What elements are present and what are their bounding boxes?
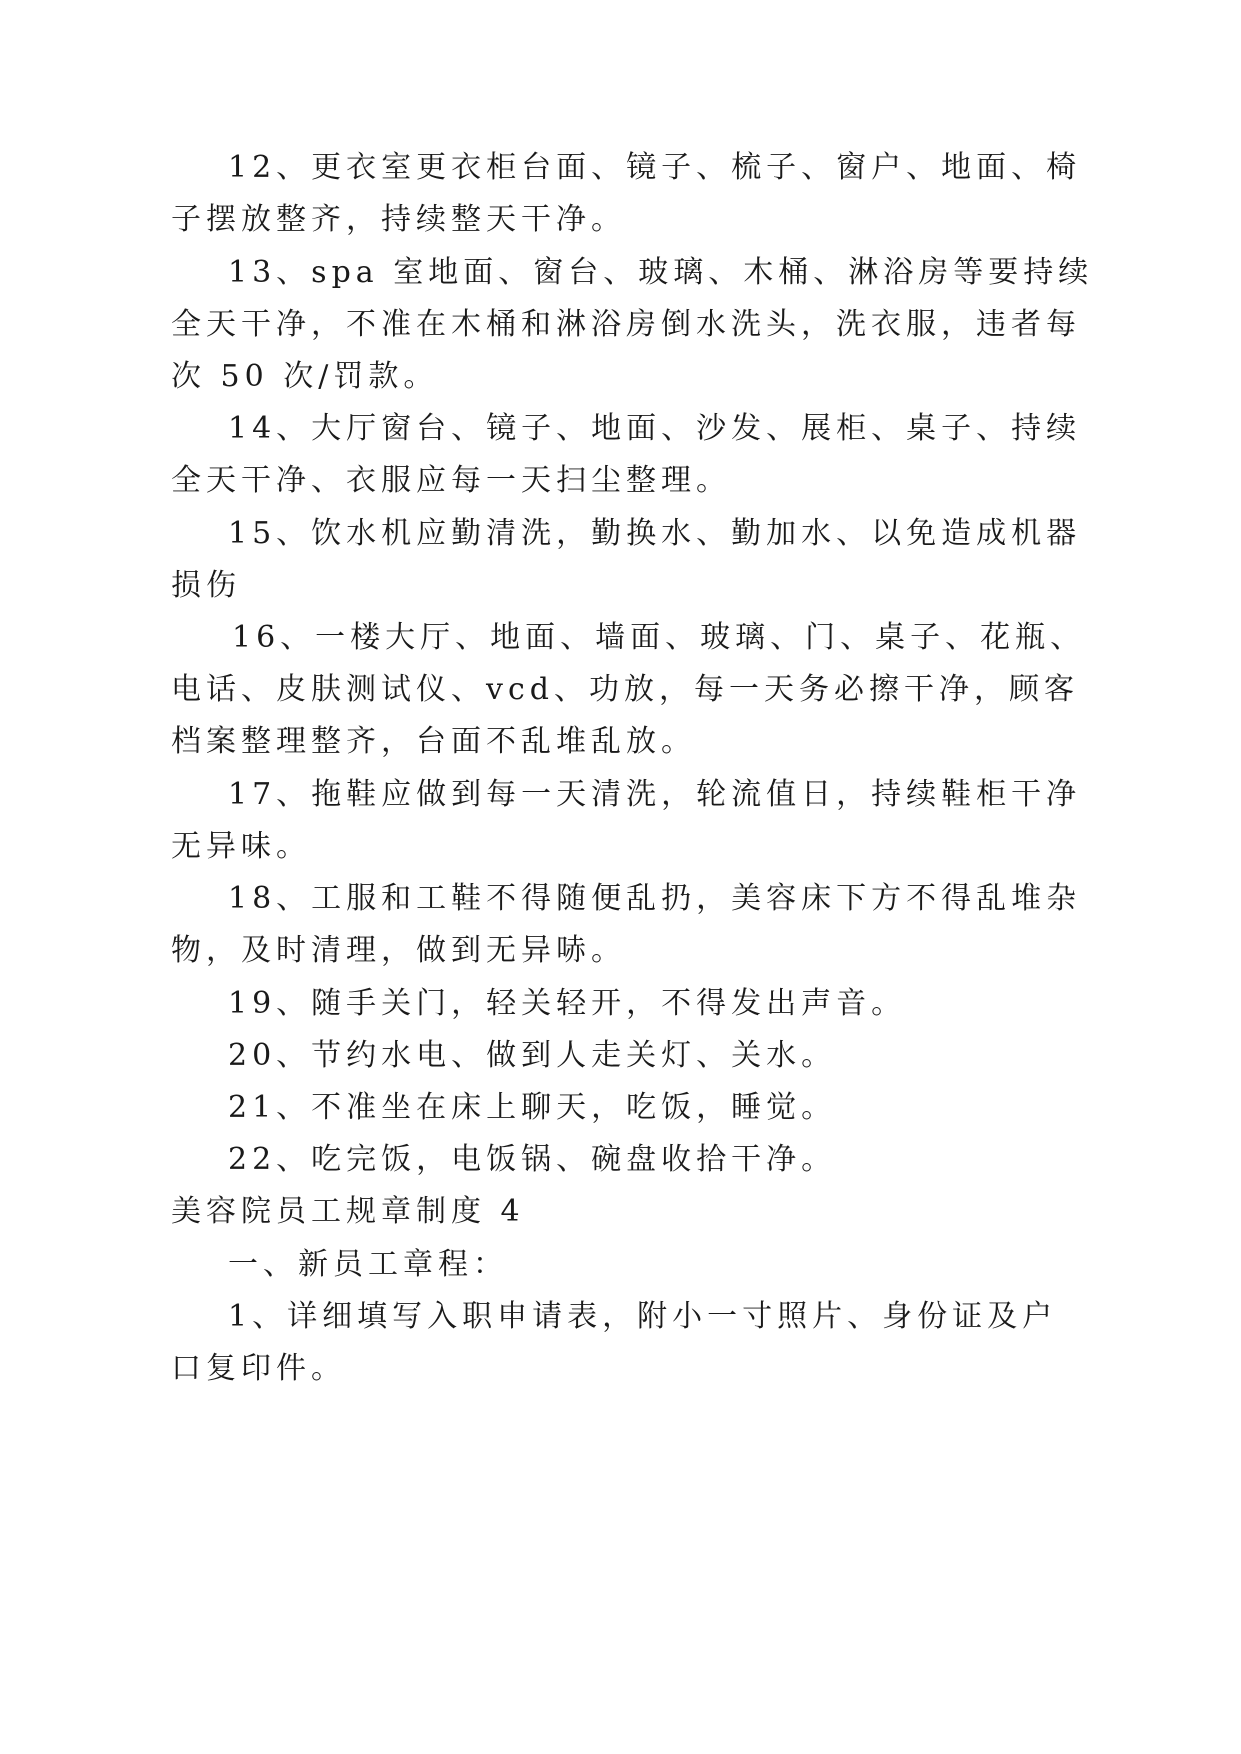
text-line: 15、饮水机应勤清洗，勤换水、勤加水、以免造成机器 — [228, 516, 1082, 551]
text-line: 17、拖鞋应做到每一天清洗，轮流值日，持续鞋柜干净 — [228, 777, 1082, 812]
text-line: 18、工服和工鞋不得随便乱扔，美容床下方不得乱堆杂 — [228, 881, 1082, 916]
text-line: 档案整理整齐，台面不乱堆乱放。 — [171, 724, 696, 759]
text-line: 损伤 — [171, 568, 241, 603]
text-line: 无异味。 — [171, 829, 311, 864]
text-line: 20、节约水电、做到人走关灯、关水。 — [228, 1038, 837, 1073]
text-line: 口复印件。 — [171, 1351, 346, 1386]
text-line: 物，及时清理，做到无异哧。 — [171, 933, 626, 968]
text-line: 16、一楼大厅、地面、墙面、玻璃、门、桌子、花瓶、 — [232, 620, 1086, 655]
text-line: 13、spa 室地面、窗台、玻璃、木桶、淋浴房等要持续 — [228, 255, 1094, 290]
text-line: 电话、皮肤测试仪、vcd、功放，每一天务必擦干净，顾客 — [171, 672, 1079, 707]
text-line: 一、新员工章程： — [228, 1247, 508, 1282]
text-line: 22、吃完饭，电饭锅、碗盘收拾干净。 — [228, 1142, 837, 1177]
section-heading: 美容院员工规章制度 4 — [171, 1194, 525, 1229]
text-line: 子摆放整齐，持续整天干净。 — [171, 202, 626, 237]
text-line: 全天干净，不准在木桶和淋浴房倒水洗头，洗衣服，违者每 — [171, 307, 1081, 342]
text-line: 14、大厅窗台、镜子、地面、沙发、展柜、桌子、持续 — [228, 411, 1082, 446]
text-line: 次 50 次/罚款。 — [171, 359, 439, 394]
text-line: 1、详细填写入职申请表，附小一寸照片、身份证及户 — [228, 1299, 1058, 1334]
text-line: 21、不准坐在床上聊天，吃饭，睡觉。 — [228, 1090, 837, 1125]
text-line: 12、更衣室更衣柜台面、镜子、梳子、窗户、地面、椅 — [228, 150, 1082, 185]
text-line: 19、随手关门，轻关轻开，不得发出声音。 — [228, 986, 907, 1021]
text-line: 全天干净、衣服应每一天扫尘整理。 — [171, 463, 731, 498]
